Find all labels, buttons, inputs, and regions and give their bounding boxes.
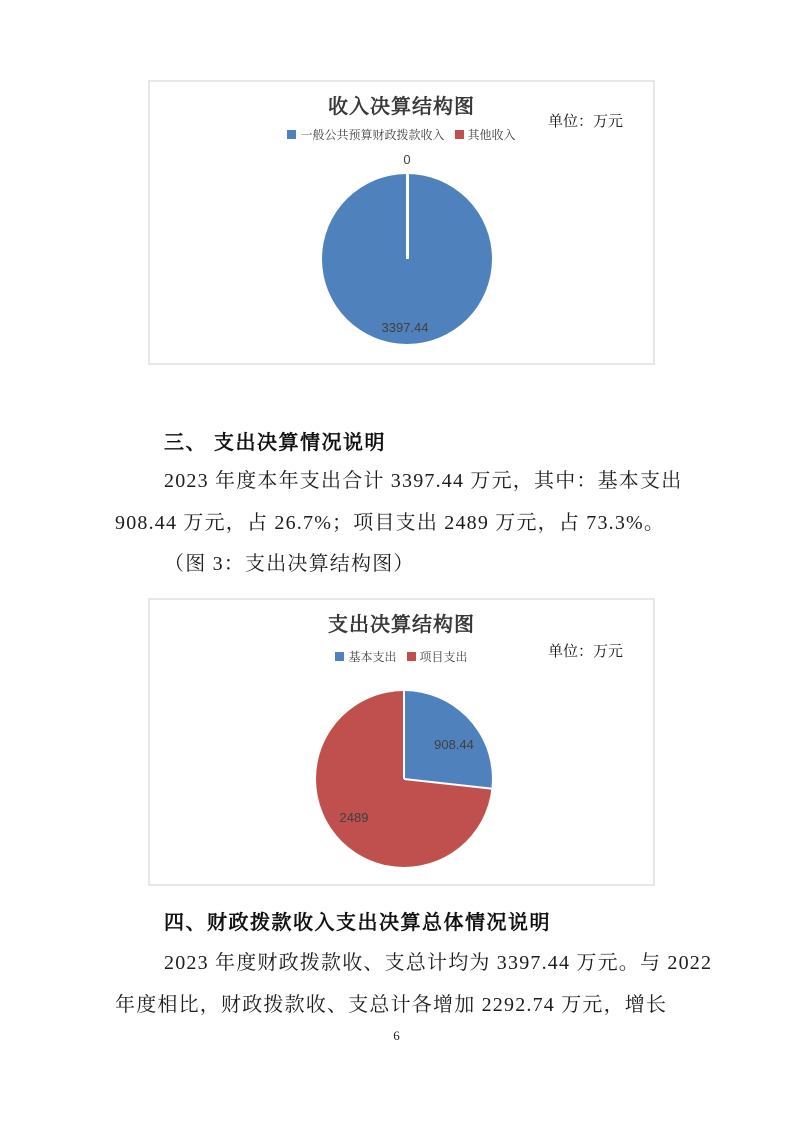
expense-pie-label-basic: 908.44 bbox=[434, 737, 474, 752]
page-number: 6 bbox=[393, 1028, 400, 1043]
blue-swatch-icon bbox=[335, 652, 344, 661]
income-unit-label: 单位：万元 bbox=[547, 113, 623, 130]
income-pie-label-other: 0 bbox=[403, 152, 411, 167]
legend-item bbox=[287, 126, 444, 143]
income-pie-label-fiscal: 3397.44 bbox=[381, 320, 429, 335]
income-chart-box bbox=[148, 80, 655, 365]
section-heading-expense: 三、 支出决算情况说明 bbox=[164, 432, 387, 454]
paragraph-line: 908.44 万元，占 26.7%；项目支出 2489 万元，占 73.3%。 bbox=[115, 512, 666, 534]
legend-label: 其他收入 bbox=[467, 128, 516, 142]
expense-chart-title: 支出决算结构图 bbox=[328, 614, 475, 636]
income-chart-title: 收入决算结构图 bbox=[328, 96, 475, 118]
expense-unit-label: 单位：万元 bbox=[547, 643, 623, 660]
paragraph-line: 2023 年度财政拨款收、支总计均为 3397.44 万元。与 2022 bbox=[164, 952, 713, 974]
section-heading-fiscal: 四、财政拨款收入支出决算总体情况说明 bbox=[164, 912, 551, 934]
income-pie bbox=[322, 174, 492, 344]
expense-chart-box bbox=[148, 598, 655, 886]
expense-pie-divider-end bbox=[403, 778, 491, 790]
legend-label: 一般公共预算财政拨款收入 bbox=[300, 128, 445, 142]
expense-pie-divider-start bbox=[403, 691, 405, 779]
paragraph-line: 年度相比，财政拨款收、支总计各增加 2292.74 万元，增长 bbox=[115, 994, 668, 1016]
income-pie-zero-slice-gap bbox=[406, 174, 409, 259]
paragraph-line: 2023 年度本年支出合计 3397.44 万元，其中：基本支出 bbox=[164, 470, 683, 492]
legend-item bbox=[407, 648, 468, 665]
figure-caption: （图 3：支出决算结构图） bbox=[164, 553, 415, 575]
legend-label: 基本支出 bbox=[348, 650, 397, 664]
legend-label: 项目支出 bbox=[419, 650, 468, 664]
expense-chart-legend bbox=[150, 648, 653, 665]
red-swatch-icon bbox=[407, 652, 416, 661]
legend-item bbox=[455, 126, 516, 143]
expense-pie bbox=[316, 691, 492, 867]
expense-pie-label-project: 2489 bbox=[339, 810, 369, 825]
red-swatch-icon bbox=[455, 130, 464, 139]
income-chart-legend bbox=[150, 126, 653, 143]
legend-item bbox=[335, 648, 396, 665]
blue-swatch-icon bbox=[287, 130, 296, 139]
